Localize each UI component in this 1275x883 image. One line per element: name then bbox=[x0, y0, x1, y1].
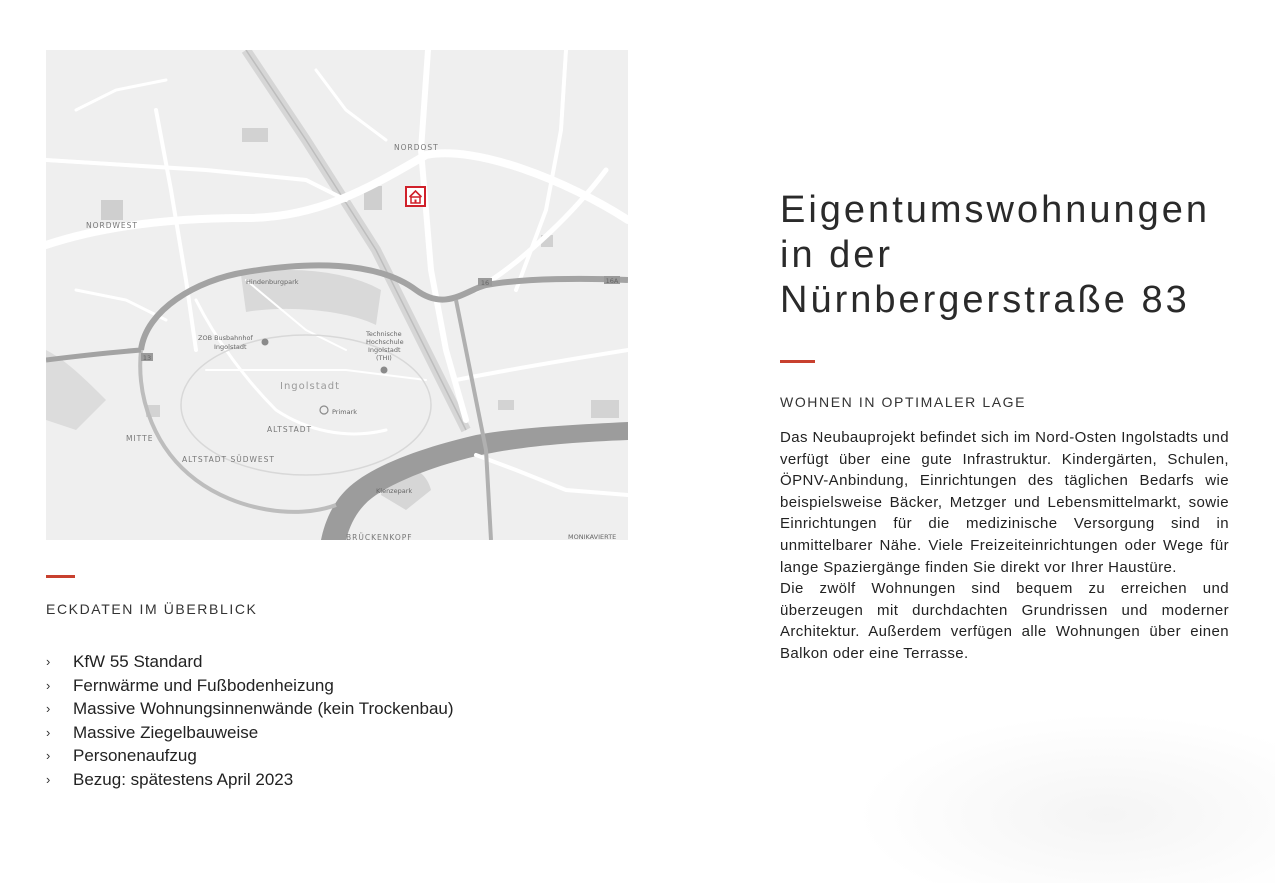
map-label-klenzepark: Klenzepark bbox=[376, 487, 413, 495]
map-label-thi-3: Ingolstadt bbox=[368, 346, 401, 354]
title-line-1: Eigentumswohnungen bbox=[780, 189, 1211, 231]
map-label-nordwest: NORDWEST bbox=[86, 221, 138, 230]
fact-text: Massive Wohnungsinnenwände (kein Trockenbau) bbox=[73, 699, 454, 719]
fact-text: Massive Ziegelbauweise bbox=[73, 722, 259, 742]
road-b16a-label: 16A bbox=[605, 277, 619, 285]
map-label-zob: ZOB Busbahnhof bbox=[198, 334, 253, 342]
map-label-thi-4: (THI) bbox=[376, 354, 392, 362]
map-label-hindenburgpark: Hindenburgpark bbox=[246, 278, 299, 286]
fact-text: Bezug: spätestens April 2023 bbox=[73, 769, 294, 789]
road-b16-label: 16 bbox=[480, 279, 490, 287]
page-title bbox=[780, 188, 1210, 323]
chevron-right-icon: › bbox=[46, 724, 51, 740]
description-paragraph-1: Das Neubauprojekt befindet sich im Nord-Osten Ingolstadts und verfügt über eine gute Infrastruktur. Kindergärten, Schulen, ÖPNV-Anbindung, Einrichtungen des täglichen Bedarfs wie beispielsweise Bäcker, Metzger und Lebensmittelmarkt, sowie Einrichtungen für die medizinische Versorgung sind in unmittelbarer Nähe. Viele Freizeiteinrichtungen oder Wege für lange Spaziergänge finden Sie direkt vor Ihrer Haustüre. bbox=[780, 429, 1229, 576]
description-paragraph-2: Die zwölf Wohnungen sind bequem zu erreichen und überzeugen mit durchdachten Grundrissen und moderner Architektur. Außerdem verfügen alle Wohnungen über einen Balkon oder eine Terrasse. bbox=[780, 580, 1229, 662]
fact-text: Fernwärme und Fußbodenheizung bbox=[73, 675, 334, 695]
list-item bbox=[46, 650, 454, 674]
list-item bbox=[46, 697, 454, 721]
map-label-ingolstadt: Ingolstadt bbox=[280, 381, 341, 392]
facts-accent-bar bbox=[46, 575, 75, 578]
location-heading: WOHNEN IN OPTIMALER LAGE bbox=[780, 394, 1027, 410]
list-item bbox=[46, 768, 454, 792]
road-b13-label: 13 bbox=[142, 354, 152, 362]
chevron-right-icon: › bbox=[46, 654, 51, 669]
list-item bbox=[46, 744, 454, 768]
map-label-thi-1: Technische bbox=[366, 330, 402, 338]
chevron-right-icon: › bbox=[46, 677, 51, 693]
list-item bbox=[46, 674, 454, 698]
map-label-brueckenkopf: BRÜCKENKOPF bbox=[346, 533, 413, 540]
map-label-zob-city: Ingolstadt bbox=[214, 343, 247, 351]
fact-text: KfW 55 Standard bbox=[73, 652, 203, 671]
map-label-altstadt-suedwest: ALTSTADT SÜDWEST bbox=[182, 455, 276, 464]
fact-text: Personenaufzug bbox=[73, 746, 197, 766]
map-label-nordost: NORDOST bbox=[394, 143, 439, 152]
chevron-right-icon: › bbox=[46, 748, 51, 764]
map-label-thi-2: Hochschule bbox=[366, 338, 404, 346]
map-label-monikaviertel: MONIKAVIERTE bbox=[568, 533, 617, 540]
map-label-primark: Primark bbox=[332, 408, 358, 416]
location-map[interactable] bbox=[46, 50, 628, 540]
house-icon[interactable] bbox=[406, 187, 425, 206]
facts-heading: ECKDATEN IM ÜBERBLICK bbox=[46, 601, 258, 617]
chevron-right-icon: › bbox=[46, 701, 51, 717]
title-accent-bar bbox=[780, 360, 815, 363]
list-item bbox=[46, 721, 454, 745]
facts-list bbox=[46, 650, 454, 792]
title-line-3: Nürnbergerstraße 83 bbox=[780, 279, 1190, 321]
map-label-mitte: MITTE bbox=[126, 434, 154, 443]
map-label-altstadt: ALTSTADT bbox=[267, 425, 313, 434]
background-watermark bbox=[855, 713, 1275, 883]
location-description bbox=[780, 427, 1229, 665]
chevron-right-icon: › bbox=[46, 771, 51, 787]
title-line-2: in der bbox=[780, 234, 894, 276]
